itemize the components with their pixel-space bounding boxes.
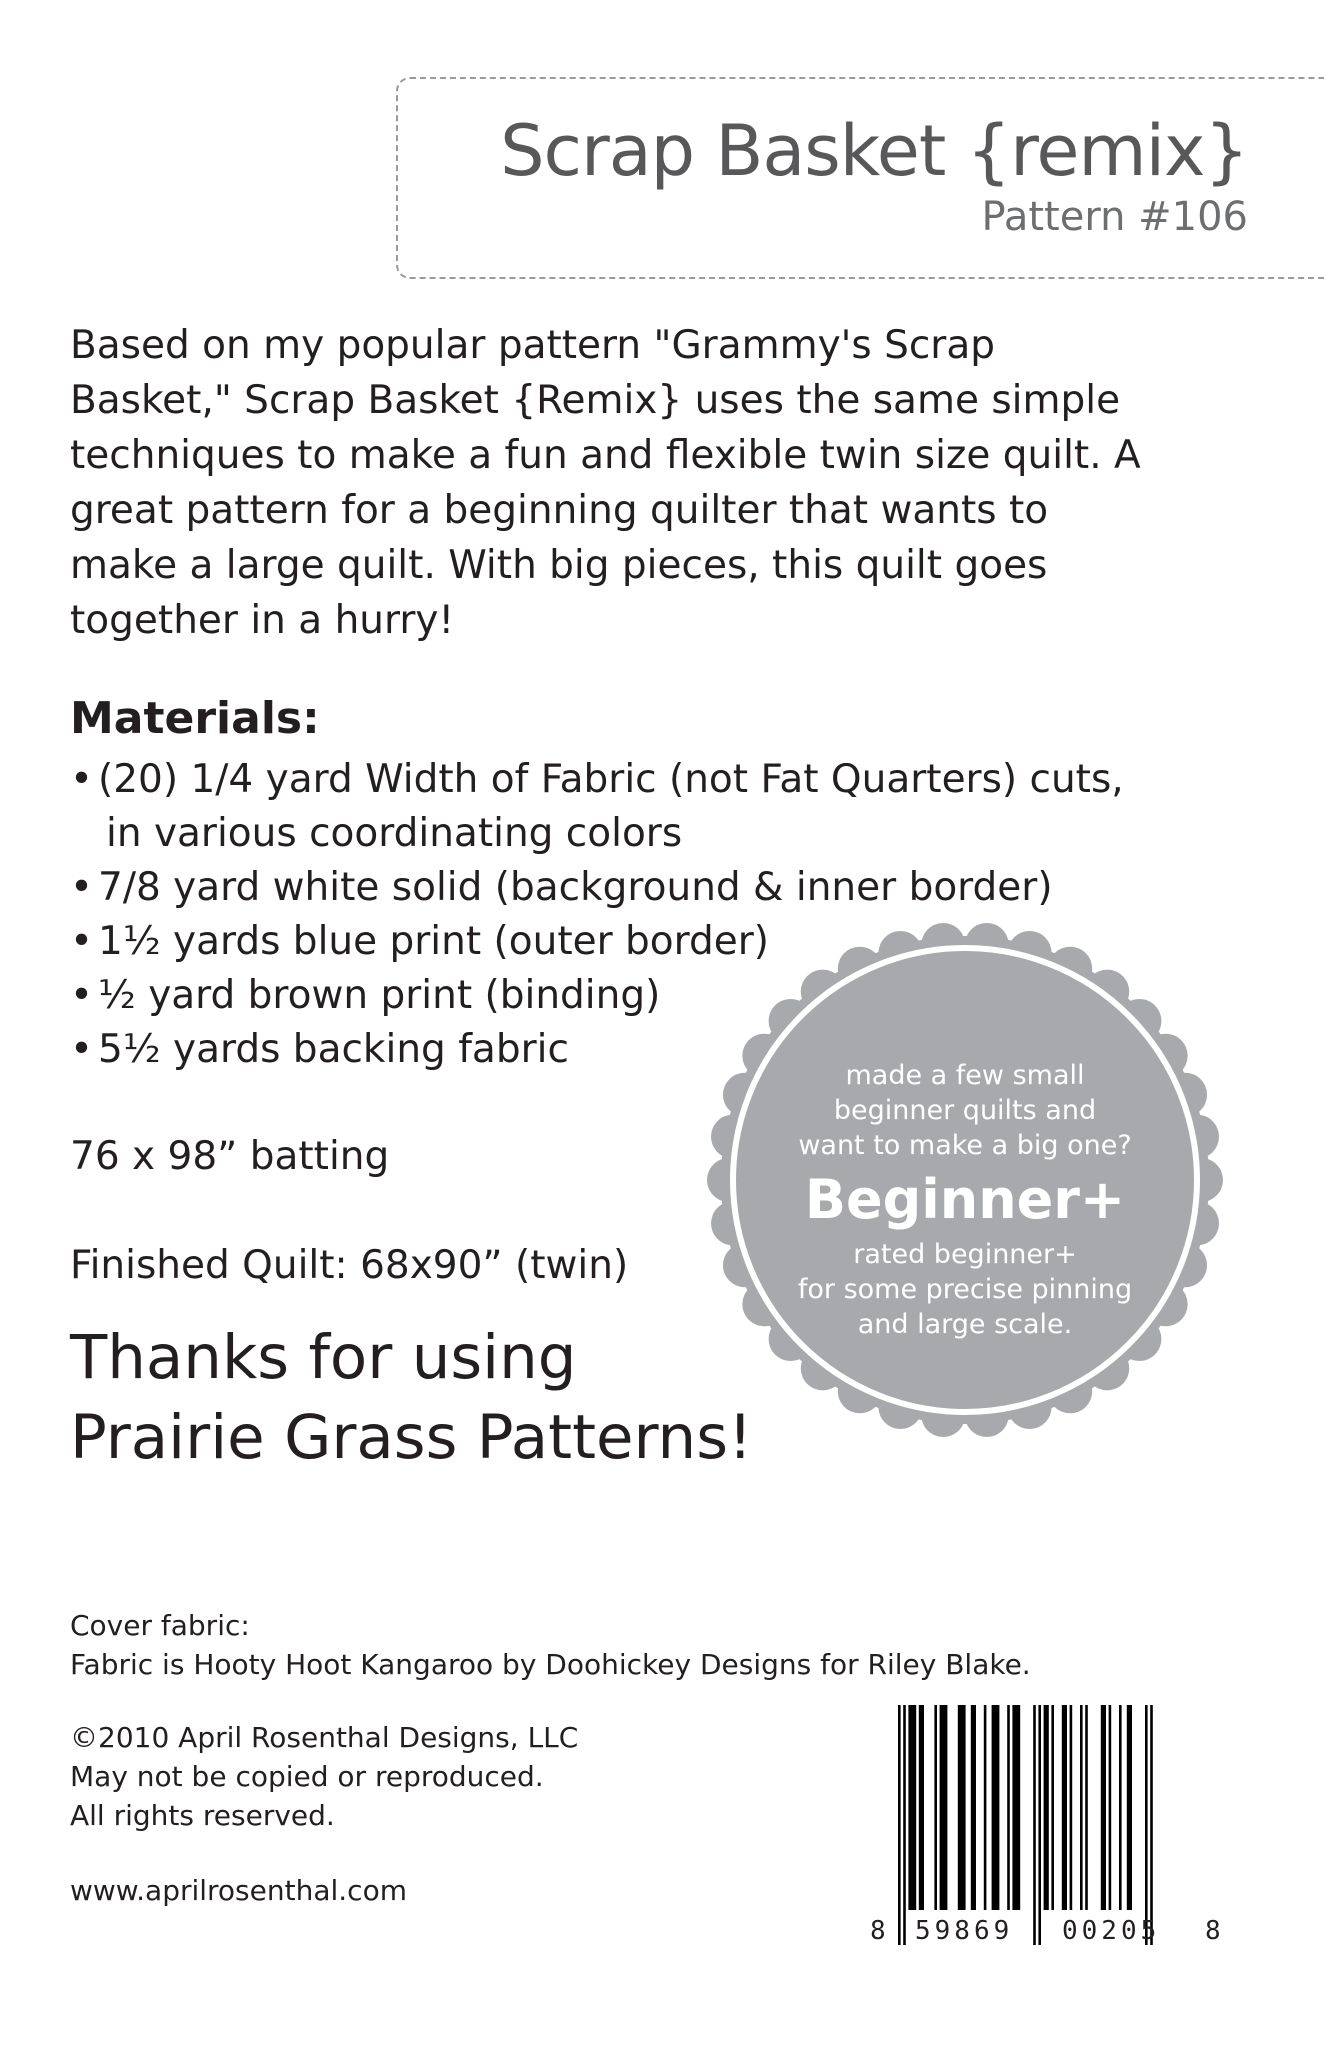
list-item bbox=[70, 861, 1220, 915]
material-text: 7/8 yard white solid (background & inner border) bbox=[98, 865, 1053, 910]
barcode-bar bbox=[919, 1705, 924, 1910]
barcode-bar bbox=[1007, 1705, 1010, 1910]
material-text: ½ yard brown print (binding) bbox=[98, 973, 661, 1018]
barcode-lead-digit: 8 bbox=[870, 1916, 890, 1946]
barcode-bar bbox=[940, 1705, 948, 1910]
cover-fabric-text: Fabric is Hooty Hoot Kangaroo by Doohickey Designs for Riley Blake. bbox=[70, 1648, 1031, 1681]
thanks-line-2: Prairie Grass Patterns! bbox=[70, 1402, 753, 1473]
material-text: (20) 1/4 yard Width of Fabric (not Fat Quarters) cuts, bbox=[98, 757, 1124, 802]
barcode-left-digits: 59869 bbox=[915, 1916, 1014, 1946]
badge-intro-line: beginner quilts and bbox=[833, 1095, 1097, 1126]
thanks-message bbox=[70, 1318, 770, 1478]
barcode-bar bbox=[1033, 1705, 1036, 1945]
barcode-bar bbox=[1145, 1705, 1148, 1945]
badge-intro-line: want to make a big one? bbox=[798, 1130, 1132, 1161]
pattern-title: Scrap Basket {remix} bbox=[500, 110, 1248, 192]
barcode-bar bbox=[1038, 1705, 1041, 1945]
material-text: 5½ yards backing fabric bbox=[98, 1027, 569, 1072]
barcode-bar bbox=[1012, 1705, 1020, 1910]
finished-quilt-size: Finished Quilt: 68x90” (twin) bbox=[70, 1243, 629, 1288]
cover-fabric-label: Cover fabric: bbox=[70, 1609, 250, 1642]
badge-note-line: for some precise pinning bbox=[797, 1274, 1133, 1305]
barcode-bar bbox=[992, 1705, 1000, 1910]
barcode-bar bbox=[934, 1705, 937, 1910]
barcode-bar bbox=[1062, 1705, 1067, 1910]
badge-intro-line: made a few small bbox=[845, 1060, 1085, 1091]
list-item bbox=[70, 753, 1220, 861]
barcode-bar bbox=[1070, 1705, 1073, 1910]
copyright-line: ©2010 April Rosenthal Designs, LLC bbox=[70, 1721, 579, 1754]
pattern-number: Pattern #106 bbox=[981, 194, 1248, 240]
thanks-line-1: Thanks for using bbox=[70, 1322, 577, 1393]
barcode-bar bbox=[1150, 1705, 1153, 1945]
barcode-bar bbox=[903, 1705, 906, 1945]
barcode-bar bbox=[1044, 1705, 1049, 1910]
cover-fabric-credit bbox=[70, 1606, 1031, 1684]
copyright-line: May not be copied or reproduced. bbox=[70, 1760, 544, 1793]
barcode-right-digits: 00205 bbox=[1062, 1916, 1161, 1946]
barcode-bar bbox=[1101, 1705, 1106, 1910]
copyright-notice bbox=[70, 1718, 578, 1835]
website-link[interactable]: www.aprilrosenthal.com bbox=[70, 1874, 407, 1907]
material-text: 1½ yards blue print (outer border) bbox=[98, 919, 770, 964]
barcode-bar bbox=[958, 1705, 966, 1910]
materials-heading: Materials: bbox=[70, 693, 320, 744]
barcode-bar bbox=[1085, 1705, 1088, 1910]
barcode-bar bbox=[908, 1705, 916, 1910]
barcode-bar bbox=[898, 1705, 901, 1945]
badge-note-line: rated beginner+ bbox=[853, 1239, 1077, 1270]
material-text-continued: in various coordinating colors bbox=[106, 811, 683, 856]
barcode-bar bbox=[1119, 1705, 1122, 1910]
intro-paragraph: Based on my popular pattern "Grammy's Scrap Basket," Scrap Basket {Remix} uses the same simple techniques to make a fun and flexible twin size quilt. A great pattern for a beginning quilter that wants to make a large quilt. With big pieces, this quilt goes together in a hurry! bbox=[70, 323, 1141, 643]
barcode-bar bbox=[1051, 1705, 1054, 1910]
barcode-bar bbox=[1109, 1705, 1112, 1910]
barcode-bar bbox=[984, 1705, 987, 1910]
badge-text bbox=[745, 1058, 1185, 1342]
batting-size: 76 x 98” batting bbox=[70, 1134, 390, 1179]
barcode-bar bbox=[1127, 1705, 1132, 1910]
barcode-bar bbox=[971, 1705, 976, 1910]
badge-note-line: and large scale. bbox=[857, 1309, 1073, 1340]
badge-rating: Beginner+ bbox=[804, 1168, 1126, 1231]
barcode-check-digit: 8 bbox=[1205, 1916, 1225, 1946]
copyright-line: All rights reserved. bbox=[70, 1799, 335, 1832]
barcode-bar bbox=[1080, 1705, 1083, 1910]
